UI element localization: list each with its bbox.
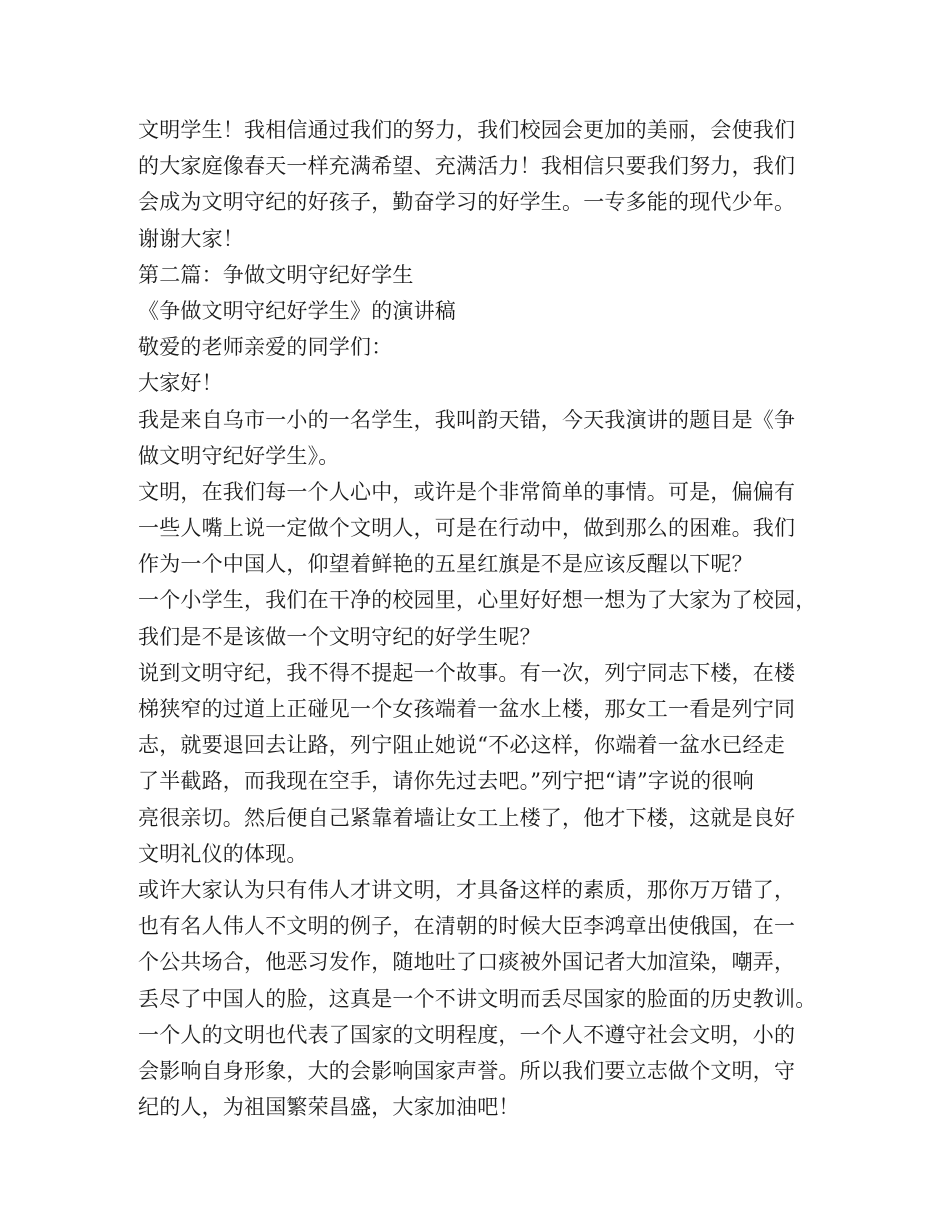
text-line: 谢谢大家！ xyxy=(138,226,244,251)
salutation: 敬爱的老师亲爱的同学们： xyxy=(138,335,393,360)
text-line: 也有名人伟人不文明的例子，在清朝的时候大臣李鸿章出使俄国，在一 xyxy=(138,914,796,939)
text-line: 了半截路，而我现在空手，请你先过去吧。”列宁把“请”字说的很响 xyxy=(138,769,754,794)
text-line: 纪的人，为祖国繁荣昌盛，大家加油吧！ xyxy=(138,1095,520,1120)
text-line: 亮很亲切。然后便自己紧靠着墙让女工上楼了，他才下楼，这就是良好 xyxy=(138,805,796,830)
text-line: 丢尽了中国人的脸，这真是一个不讲文明而丢尽国家的脸面的历史教训。 xyxy=(138,986,817,1011)
text-line: 或许大家认为只有伟人才讲文明，才具备这样的素质，那你万万错了， xyxy=(138,877,796,902)
text-line: 会成为文明守纪的好孩子，勤奋学习的好学生。一专多能的现代少年。 xyxy=(138,190,796,215)
greeting: 大家好！ xyxy=(138,371,223,396)
text-line: 我是来自乌市一小的一名学生，我叫韵天错，今天我演讲的题目是《争 xyxy=(138,407,796,432)
text-line: 作为一个中国人，仰望着鲜艳的五星红旗是不是应该反醒以下呢？ xyxy=(138,552,753,577)
text-line: 一些人嘴上说一定做个文明人，可是在行动中，做到那么的困难。我们 xyxy=(138,516,796,541)
text-line: 文明学生！我相信通过我们的努力，我们校园会更加的美丽，会使我们 xyxy=(138,118,796,142)
text-line: 文明，在我们每一个人心中，或许是个非常简单的事情。可是，偏偏有 xyxy=(138,479,796,504)
text-line: 志，就要退回去让路，列宁阻止她说“不必这样，你端着一盆水已经走 xyxy=(138,733,785,758)
document-body xyxy=(138,112,818,1125)
text-line: 一个小学生，我们在干净的校园里，心里好好想一想为了大家为了校园， xyxy=(138,588,817,613)
text-line: 的大家庭像春天一样充满希望、充满活力！我相信只要我们努力，我们 xyxy=(138,154,796,179)
text-line: 做文明守纪好学生》。 xyxy=(138,443,340,468)
text-line: 文明礼仪的体现。 xyxy=(138,841,308,866)
section-heading: 第二篇：争做文明守纪好学生 xyxy=(138,262,414,287)
text-line: 梯狭窄的过道上正碰见一个女孩端着一盆水上楼，那女工一看是列宁同 xyxy=(138,697,796,721)
text-line: 会影响自身形象，大的会影响国家声誉。所以我们要立志做个文明，守 xyxy=(138,1058,796,1083)
text-line: 说到文明守纪，我不得不提起一个故事。有一次，列宁同志下楼，在楼 xyxy=(138,660,796,685)
text-line: 我们是不是该做一个文明守纪的好学生呢？ xyxy=(138,624,541,649)
speech-title: 《争做文明守纪好学生》的演讲稿 xyxy=(138,298,456,323)
text-line: 一个人的文明也代表了国家的文明程度，一个人不遵守社会文明，小的 xyxy=(138,1022,796,1047)
text-line: 个公共场合，他恶习发作，随地吐了口痰被外国记者大加渲染，嘲弄， xyxy=(138,950,796,975)
